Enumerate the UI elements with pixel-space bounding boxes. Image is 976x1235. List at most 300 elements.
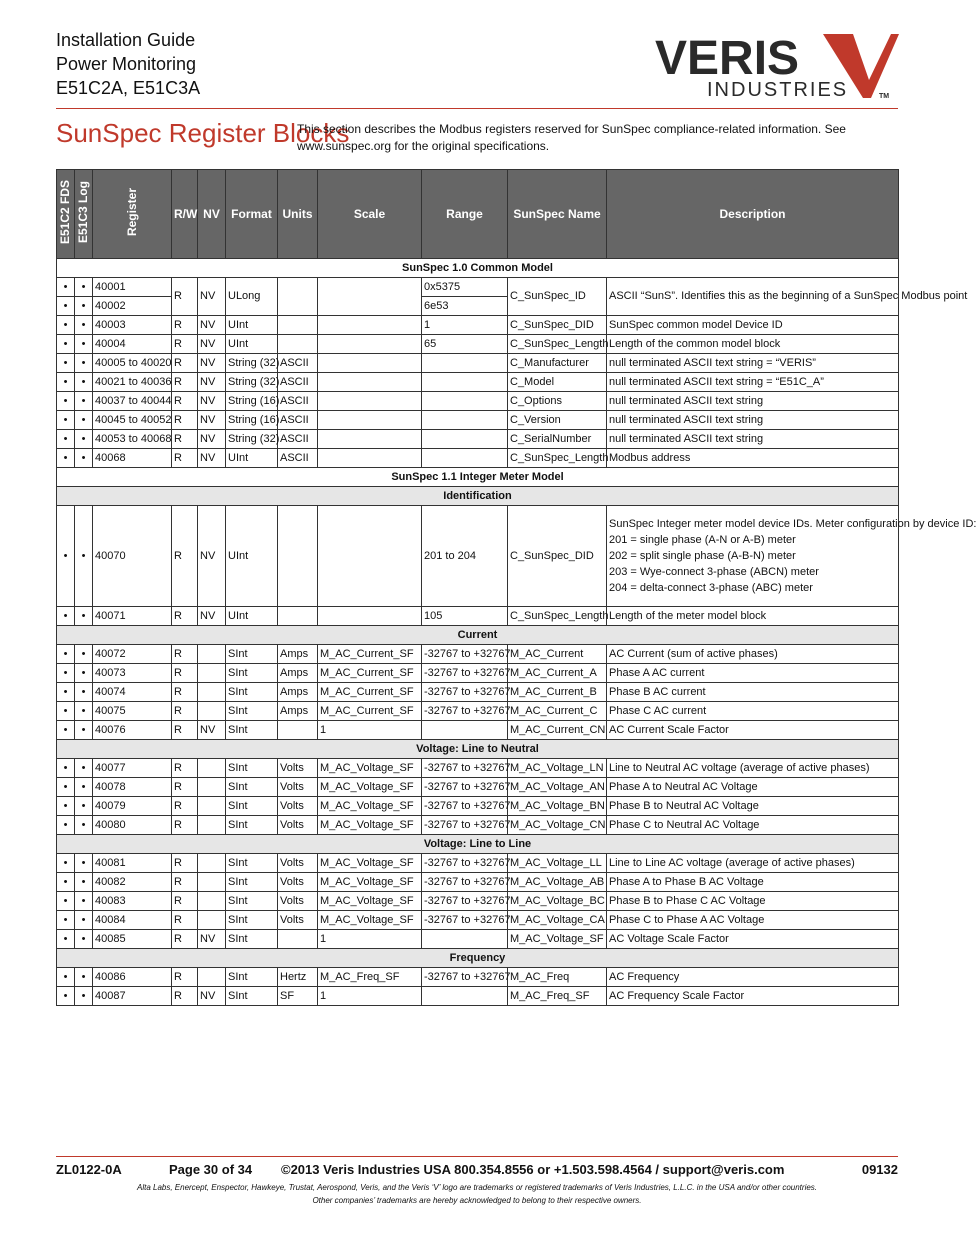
header-rule (56, 108, 898, 109)
cell-register: 40005 to 40020 (93, 354, 172, 373)
cell-range: -32767 to +32767 (422, 683, 508, 702)
cell-nv: NV (198, 430, 226, 449)
bullet-cell: • (57, 607, 75, 626)
bullet-cell: • (75, 759, 93, 778)
cell-scale: M_AC_Current_SF (318, 683, 422, 702)
cell-sunspec-name: M_AC_Current_C (508, 702, 607, 721)
cell-units (278, 506, 318, 607)
cell-sunspec-name: C_SunSpec_Length (508, 607, 607, 626)
cell-scale: M_AC_Voltage_SF (318, 892, 422, 911)
cell-sunspec-name: M_AC_Voltage_BC (508, 892, 607, 911)
cell-format: SInt (226, 930, 278, 949)
cell-scale (318, 449, 422, 468)
cell-nv (198, 702, 226, 721)
cell-rw: R (172, 968, 198, 987)
bullet-cell: • (57, 645, 75, 664)
cell-register: 40053 to 40068 (93, 430, 172, 449)
bullet-cell: • (75, 778, 93, 797)
col-sunspec-name: SunSpec Name (508, 170, 607, 259)
cell-rw: R (172, 987, 198, 1006)
cell-format: String (16) (226, 392, 278, 411)
cell-units: ASCII (278, 449, 318, 468)
cell-description: Phase C to Neutral AC Voltage (607, 816, 899, 835)
cell-sunspec-name: C_SunSpec_Length (508, 449, 607, 468)
col-fds: E51C2 FDS (57, 170, 75, 259)
cell-nv: NV (198, 930, 226, 949)
cell-format: String (32) (226, 354, 278, 373)
cell-units: Volts (278, 797, 318, 816)
cell-scale: M_AC_Current_SF (318, 664, 422, 683)
cell-scale: M_AC_Freq_SF (318, 968, 422, 987)
cell-units: SF (278, 987, 318, 1006)
cell-register: 40037 to 40044 (93, 392, 172, 411)
bullet-cell: • (75, 411, 93, 430)
cell-format: SInt (226, 873, 278, 892)
bullet-cell: • (57, 930, 75, 949)
cell-units: ASCII (278, 392, 318, 411)
cell-description: AC Frequency (607, 968, 899, 987)
section-intro: This section describes the Modbus registers reserved for SunSpec compliance-related information. See www.sunspec.org for the original specifications. (297, 122, 846, 153)
table-row (57, 607, 899, 626)
cell-register: 40074 (93, 683, 172, 702)
cell-nv (198, 778, 226, 797)
cell-register: 40079 (93, 797, 172, 816)
cell-nv: NV (198, 335, 226, 354)
cell-units: Volts (278, 778, 318, 797)
cell-description: Phase C to Phase A AC Voltage (607, 911, 899, 930)
col-nv: NV (198, 170, 226, 259)
cell-scale (318, 392, 422, 411)
cell-sunspec-name: C_Version (508, 411, 607, 430)
table-row (57, 930, 899, 949)
bullet-cell: • (75, 930, 93, 949)
cell-rw: R (172, 506, 198, 607)
bullet-cell: • (57, 759, 75, 778)
bullet-cell: • (57, 683, 75, 702)
cell-scale (318, 335, 422, 354)
cell-rw: R (172, 854, 198, 873)
cell-units: Volts (278, 892, 318, 911)
cell-register: 40080 (93, 816, 172, 835)
bullet-cell: • (75, 449, 93, 468)
bullet-cell: • (57, 506, 75, 607)
cell-nv: NV (198, 373, 226, 392)
cell-register: 40081 (93, 854, 172, 873)
cell-register: 40086 (93, 968, 172, 987)
bullet-cell: • (57, 392, 75, 411)
cell-register: 40087 (93, 987, 172, 1006)
trademark-line-1: Alta Labs, Enercept, Enspector, Hawkeye, Trustat, Aerospond, Veris, and the Veris ‘V’ logo are trademarks or registered trademarks of Veris Industries, L.L.C. in the USA and/or other countries. (136, 1183, 818, 1192)
cell-sunspec-name: M_AC_Voltage_CA (508, 911, 607, 930)
cell-units (278, 316, 318, 335)
cell-nv (198, 968, 226, 987)
col-units: Units (278, 170, 318, 259)
cell-sunspec-name: C_SunSpec_DID (508, 316, 607, 335)
bullet-cell: • (57, 354, 75, 373)
cell-scale: M_AC_Voltage_SF (318, 816, 422, 835)
cell-description: Phase A AC current (607, 664, 899, 683)
cell-units (278, 335, 318, 354)
cell-rw: R (172, 607, 198, 626)
cell-sunspec-name: C_Options (508, 392, 607, 411)
cell-description: Phase B to Phase C AC Voltage (607, 892, 899, 911)
cell-units (278, 930, 318, 949)
cell-range: 1 (422, 316, 508, 335)
cell-description: null terminated ASCII text string (607, 411, 899, 430)
cell-range: 65 (422, 335, 508, 354)
cell-sunspec-name: M_AC_Voltage_LL (508, 854, 607, 873)
table-row (57, 968, 899, 987)
cell-range: -32767 to +32767 (422, 873, 508, 892)
cell-units: Amps (278, 702, 318, 721)
table-row (57, 816, 899, 835)
cell-scale: 1 (318, 987, 422, 1006)
cell-scale (318, 506, 422, 607)
doc-type: Installation Guide (56, 30, 196, 50)
table-row (57, 683, 899, 702)
cell-format: SInt (226, 702, 278, 721)
table-row (57, 430, 899, 449)
cell-format: UInt (226, 506, 278, 607)
cell-range (422, 373, 508, 392)
group-title: Frequency (57, 949, 899, 968)
cell-sunspec-name: M_AC_Current_CN (508, 721, 607, 740)
cell-description: Length of the common model block (607, 335, 899, 354)
bullet-cell: • (75, 721, 93, 740)
cell-register: 40085 (93, 930, 172, 949)
cell-nv: NV (198, 721, 226, 740)
bullet-cell: • (57, 854, 75, 873)
cell-nv: NV (198, 987, 226, 1006)
doc-code: 09132 (861, 1162, 898, 1177)
cell-range: -32767 to +32767 (422, 778, 508, 797)
table-row: • • 40002 6e53 (57, 297, 899, 316)
cell-register: 40078 (93, 778, 172, 797)
cell-scale: 1 (318, 721, 422, 740)
group-title: Voltage: Line to Neutral (57, 740, 899, 759)
cell-register: 40075 (93, 702, 172, 721)
cell-sunspec-name: M_AC_Freq_SF (508, 987, 607, 1006)
bullet-cell: • (57, 721, 75, 740)
description-line: 204 = delta-connect 3-phase (ABC) meter (609, 582, 813, 594)
cell-nv (198, 854, 226, 873)
cell-units: Volts (278, 759, 318, 778)
meter-model-title: SunSpec 1.1 Integer Meter Model (57, 468, 899, 487)
table-row (57, 797, 899, 816)
table-row (57, 373, 899, 392)
cell-nv: NV (198, 392, 226, 411)
cell-scale: M_AC_Voltage_SF (318, 911, 422, 930)
cell-nv: NV (198, 411, 226, 430)
description-line: SunSpec Integer meter model device IDs. Meter configuration by device ID: (609, 518, 976, 530)
cell-nv: NV (198, 316, 226, 335)
identification-title: Identification (57, 487, 899, 506)
cell-units: ASCII (278, 354, 318, 373)
cell-nv (198, 645, 226, 664)
cell-description: Length of the meter model block (607, 607, 899, 626)
cell-scale: M_AC_Voltage_SF (318, 759, 422, 778)
bullet-cell: • (75, 506, 93, 607)
description-line: 203 = Wye-connect 3-phase (ABCN) meter (609, 566, 819, 578)
cell-units: ASCII (278, 430, 318, 449)
cell-rw: R (172, 392, 198, 411)
table-row (57, 702, 899, 721)
cell-range: -32767 to +32767 (422, 911, 508, 930)
cell-format: UInt (226, 335, 278, 354)
meter-model-title-row (57, 468, 899, 487)
table-header-row (57, 170, 899, 259)
col-register: Register (93, 170, 172, 259)
table-row: • • 40001 R NV ULong 0x5375 C_SunSpec_ID ASCII “SunS”. Identifies this as the beginning of a SunSpec Modbus point (57, 278, 899, 297)
bullet-cell: • (75, 873, 93, 892)
cell-scale: M_AC_Voltage_SF (318, 873, 422, 892)
cell-format: String (16) (226, 411, 278, 430)
model-title-row (57, 259, 899, 278)
cell-rw: R (172, 721, 198, 740)
cell-scale (318, 607, 422, 626)
cell-format: SInt (226, 968, 278, 987)
bullet-cell: • (75, 683, 93, 702)
cell-rw: R (172, 759, 198, 778)
table-row (57, 411, 899, 430)
cell-sunspec-name: M_AC_Current (508, 645, 607, 664)
copyright: ©2013 Veris Industries USA 800.354.8556 or +1.503.598.4564 / support@veris.com (281, 1162, 785, 1177)
cell-rw: R (172, 430, 198, 449)
table-row (57, 335, 899, 354)
bullet-cell: • (75, 987, 93, 1006)
bullet-cell: • (75, 911, 93, 930)
cell-range (422, 392, 508, 411)
cell-rw: R (172, 664, 198, 683)
cell-sunspec-name: M_AC_Voltage_CN (508, 816, 607, 835)
cell-sunspec-name: C_SunSpec_DID (508, 506, 607, 607)
cell-description: AC Current (sum of active phases) (607, 645, 899, 664)
cell-rw: R (172, 911, 198, 930)
group-title-row (57, 626, 899, 645)
bullet-cell: • (75, 797, 93, 816)
cell-rw: R (172, 930, 198, 949)
cell-range: -32767 to +32767 (422, 797, 508, 816)
cell-range (422, 449, 508, 468)
group-title-row (57, 835, 899, 854)
col-description: Description (607, 170, 899, 259)
bullet-cell: • (57, 430, 75, 449)
col-format: Format (226, 170, 278, 259)
cell-description: Phase B AC current (607, 683, 899, 702)
cell-nv: NV (198, 449, 226, 468)
bullet-cell: • (75, 664, 93, 683)
cell-nv (198, 911, 226, 930)
cell-range: -32767 to +32767 (422, 664, 508, 683)
cell-rw: R (172, 411, 198, 430)
footer-rule (56, 1156, 898, 1157)
group-title-row (57, 740, 899, 759)
cell-range (422, 354, 508, 373)
cell-scale (318, 354, 422, 373)
cell-sunspec-name: M_AC_Current_A (508, 664, 607, 683)
table-row (57, 392, 899, 411)
cell-register: 40073 (93, 664, 172, 683)
cell-units: Amps (278, 645, 318, 664)
cell-rw: R (172, 449, 198, 468)
cell-rw: R (172, 892, 198, 911)
cell-units: Volts (278, 854, 318, 873)
identification-title-row (57, 487, 899, 506)
cell-register: 40068 (93, 449, 172, 468)
cell-format: String (32) (226, 430, 278, 449)
bullet-cell: • (75, 354, 93, 373)
cell-scale (318, 411, 422, 430)
cell-range: 105 (422, 607, 508, 626)
cell-description: SunSpec common model Device ID (607, 316, 899, 335)
common-model-title: SunSpec 1.0 Common Model (57, 259, 899, 278)
cell-format: SInt (226, 721, 278, 740)
cell-format: String (32) (226, 373, 278, 392)
cell-scale: M_AC_Voltage_SF (318, 797, 422, 816)
cell-format: SInt (226, 854, 278, 873)
cell-nv (198, 664, 226, 683)
col-log: E51C3 Log (75, 170, 93, 259)
cell-units (278, 721, 318, 740)
col-range: Range (422, 170, 508, 259)
cell-sunspec-name: C_SerialNumber (508, 430, 607, 449)
bullet-cell: • (75, 892, 93, 911)
cell-rw: R (172, 873, 198, 892)
col-scale: Scale (318, 170, 422, 259)
cell-register: 40021 to 40036 (93, 373, 172, 392)
cell-description: AC Frequency Scale Factor (607, 987, 899, 1006)
cell-register: 40084 (93, 911, 172, 930)
bullet-cell: • (57, 411, 75, 430)
bullet-cell: • (57, 664, 75, 683)
cell-units: Hertz (278, 968, 318, 987)
cell-format: SInt (226, 987, 278, 1006)
cell-nv (198, 892, 226, 911)
cell-description: null terminated ASCII text string (607, 430, 899, 449)
cell-nv (198, 759, 226, 778)
cell-rw: R (172, 683, 198, 702)
bullet-cell: • (57, 987, 75, 1006)
bullet-cell: • (75, 854, 93, 873)
cell-description: Line to Neutral AC voltage (average of active phases) (607, 759, 899, 778)
cell-range: -32767 to +32767 (422, 816, 508, 835)
table-row (57, 987, 899, 1006)
cell-range: 201 to 204 (422, 506, 508, 607)
trademark-line-2: Other companies’ trademarks are hereby acknowledged to belong to their respective owners. (312, 1196, 642, 1205)
register-table (56, 169, 976, 1006)
cell-range: -32767 to +32767 (422, 645, 508, 664)
cell-scale: M_AC_Current_SF (318, 702, 422, 721)
cell-description: null terminated ASCII text string = “VERIS” (607, 354, 899, 373)
cell-units: Amps (278, 664, 318, 683)
cell-description: Phase A to Neutral AC Voltage (607, 778, 899, 797)
cell-scale (318, 373, 422, 392)
v-dot-icon (863, 48, 875, 60)
cell-range (422, 930, 508, 949)
cell-description: null terminated ASCII text string (607, 392, 899, 411)
bullet-cell: • (57, 968, 75, 987)
cell-range: -32767 to +32767 (422, 759, 508, 778)
cell-rw: R (172, 316, 198, 335)
bullet-cell: • (57, 449, 75, 468)
table-row (57, 873, 899, 892)
bullet-cell: • (57, 702, 75, 721)
description-line: 201 = single phase (A-N or A-B) meter (609, 534, 796, 546)
table-row (57, 759, 899, 778)
cell-description: AC Current Scale Factor (607, 721, 899, 740)
cell-units: ASCII (278, 411, 318, 430)
cell-units: Volts (278, 911, 318, 930)
document-header (56, 28, 200, 100)
page-number: Page 30 of 34 (169, 1162, 253, 1177)
cell-scale: M_AC_Voltage_SF (318, 854, 422, 873)
cell-range: -32767 to +32767 (422, 892, 508, 911)
cell-description: Phase B to Neutral AC Voltage (607, 797, 899, 816)
cell-rw: R (172, 335, 198, 354)
cell-description: Phase A to Phase B AC Voltage (607, 873, 899, 892)
table-row (57, 664, 899, 683)
cell-format: SInt (226, 892, 278, 911)
cell-nv (198, 683, 226, 702)
table-row (57, 506, 899, 607)
cell-nv (198, 873, 226, 892)
cell-range (422, 721, 508, 740)
logo-top-text: VERIS (655, 32, 800, 85)
bullet-cell: • (57, 778, 75, 797)
cell-register: 40003 (93, 316, 172, 335)
cell-nv: NV (198, 506, 226, 607)
cell-register: 40071 (93, 607, 172, 626)
cell-sunspec-name: C_Manufacturer (508, 354, 607, 373)
cell-register: 40045 to 40052 (93, 411, 172, 430)
cell-format: SInt (226, 683, 278, 702)
cell-description: AC Voltage Scale Factor (607, 930, 899, 949)
cell-sunspec-name: M_AC_Voltage_SF (508, 930, 607, 949)
cell-nv (198, 797, 226, 816)
cell-format: UInt (226, 316, 278, 335)
cell-register: 40076 (93, 721, 172, 740)
group-title: Voltage: Line to Line (57, 835, 899, 854)
cell-format: SInt (226, 664, 278, 683)
cell-nv: NV (198, 354, 226, 373)
cell-register: 40077 (93, 759, 172, 778)
cell-scale (318, 316, 422, 335)
cell-format: UInt (226, 607, 278, 626)
bullet-cell: • (75, 645, 93, 664)
group-title-row (57, 949, 899, 968)
bullet-cell: • (57, 335, 75, 354)
bullet-cell: • (75, 702, 93, 721)
cell-nv: NV (198, 607, 226, 626)
table-row (57, 911, 899, 930)
cell-sunspec-name: M_AC_Voltage_LN (508, 759, 607, 778)
doc-id: ZL0122-0A (56, 1162, 122, 1177)
cell-rw: R (172, 702, 198, 721)
bullet-cell: • (57, 816, 75, 835)
table-row (57, 778, 899, 797)
cell-units: ASCII (278, 373, 318, 392)
cell-units: Volts (278, 816, 318, 835)
bullet-cell: • (57, 373, 75, 392)
cell-nv (198, 816, 226, 835)
cell-description: Line to Line AC voltage (average of active phases) (607, 854, 899, 873)
group-title: Current (57, 626, 899, 645)
cell-format: UInt (226, 449, 278, 468)
cell-register: 40083 (93, 892, 172, 911)
cell-register: 40070 (93, 506, 172, 607)
cell-units: Amps (278, 683, 318, 702)
cell-format: SInt (226, 645, 278, 664)
